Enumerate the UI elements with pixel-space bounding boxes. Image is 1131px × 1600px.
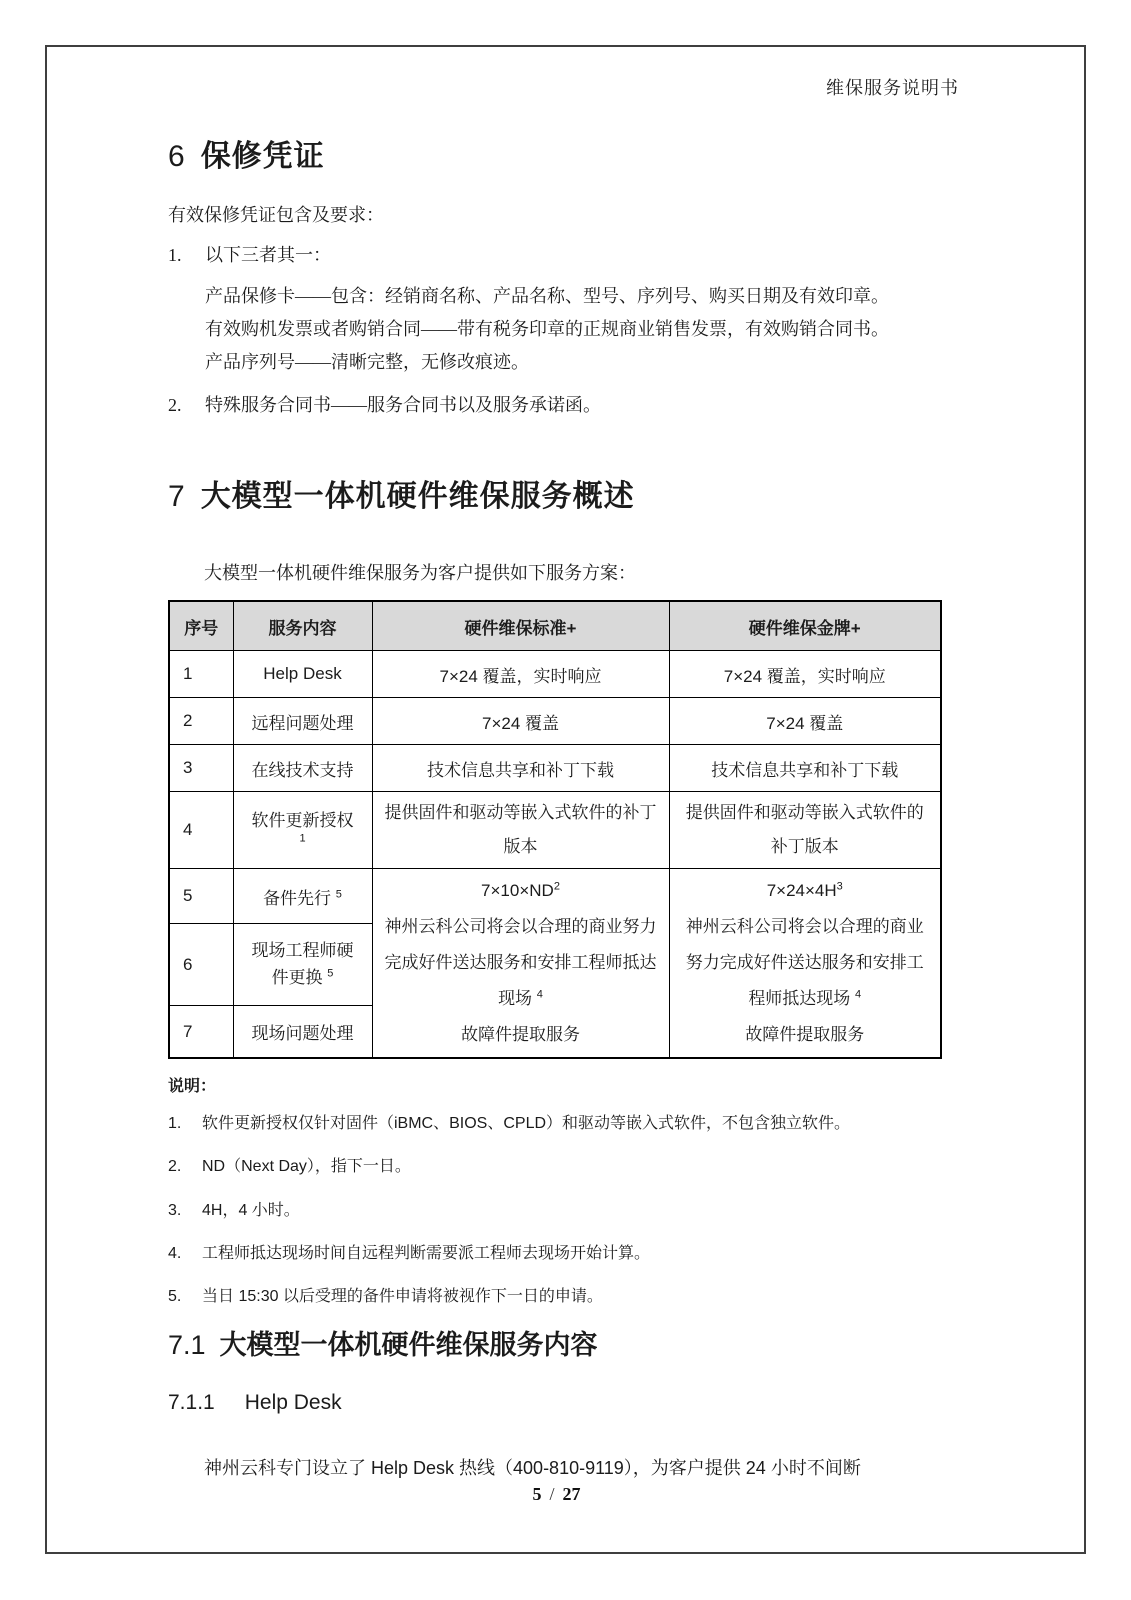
footnote-ref: 5 — [327, 966, 334, 979]
footnote-ref: 1 — [299, 832, 306, 845]
column-header-service: 服务内容 — [233, 601, 372, 651]
list-item-text: 特殊服务合同书——服务合同书以及服务承诺函。 — [205, 394, 601, 415]
section-6-title: 保修凭证 — [200, 140, 325, 173]
gold-tail: 故障件提取服务 — [745, 1025, 865, 1045]
note-number: 5. — [168, 1288, 182, 1305]
note-item — [168, 1242, 945, 1265]
column-header-standard: 硬件维保标准+ — [372, 601, 669, 651]
list-item-number: 2. — [168, 394, 182, 415]
footnote-ref: 3 — [836, 880, 843, 893]
cell-service: 在线技术支持 — [233, 745, 372, 792]
section-7-number: 7 — [168, 480, 185, 514]
cell-index: 6 — [169, 924, 233, 1006]
section-7-title: 大模型一体机硬件维保服务概述 — [200, 480, 635, 514]
proof-list — [168, 243, 945, 418]
standard-headline-text: 7×10×ND — [481, 881, 554, 901]
cell-gold: 7×24 覆盖 — [669, 698, 941, 745]
table-header-row — [169, 601, 941, 651]
section-6-number: 6 — [168, 140, 185, 173]
gold-body-text: 神州云科公司将会以合理的商业努力完成好件送达服务和安排工程师抵达现场 — [685, 917, 924, 1009]
sub-line: 产品保修卡——包含：经销商名称、产品名称、型号、序列号、购买日期及有效印章。 — [205, 285, 889, 306]
note-number: 2. — [168, 1158, 182, 1176]
helpdesk-paragraph: 神州云科专门设立了 Help Desk 热线（400-810-9119），为客户提供 24 小时不间断 — [204, 1457, 861, 1478]
section-7-intro: 大模型一体机硬件维保服务为客户提供如下服务方案： — [204, 562, 636, 583]
section-6-intro: 有效保修凭证包含及要求： — [168, 204, 384, 225]
section-7-1-1-title: Help Desk — [244, 1391, 342, 1415]
note-text: 工程师抵达现场时间自远程判断需要派工程师去现场开始计算。 — [202, 1244, 651, 1262]
list-item-text: 以下三者其一： — [205, 244, 331, 265]
cell-index: 3 — [169, 745, 233, 792]
cell-service: 远程问题处理 — [233, 698, 372, 745]
section-7-1-heading — [168, 1328, 945, 1363]
cell-standard: 技术信息共享和补丁下载 — [372, 745, 669, 792]
cell-gold: 提供固件和驱动等嵌入式软件的补丁版本 — [669, 792, 941, 869]
column-header-index: 序号 — [169, 601, 233, 651]
note-item — [168, 1112, 945, 1135]
service-plan-table — [168, 600, 942, 1060]
cell-service-text: 备件先行 — [263, 888, 332, 908]
notes-list — [168, 1112, 945, 1308]
standard-body-text: 神州云科公司将会以合理的商业努力完成好件送达服务和安排工程师抵达现场 — [384, 917, 657, 1009]
table-row — [169, 651, 941, 698]
note-item — [168, 1155, 945, 1178]
sub-line: 产品序列号——清晰完整，无修改痕迹。 — [205, 351, 529, 372]
standard-tail: 故障件提取服务 — [461, 1025, 580, 1045]
list-item — [168, 243, 945, 268]
standard-headline — [385, 873, 657, 909]
cell-index: 5 — [169, 869, 233, 924]
cell-gold: 7×24 覆盖，实时响应 — [669, 651, 941, 698]
list-item-number: 1. — [168, 244, 182, 265]
standard-body — [385, 909, 657, 1017]
cell-standard: 7×24 覆盖 — [372, 698, 669, 745]
note-number: 4. — [168, 1244, 182, 1262]
cell-service — [233, 924, 372, 1006]
note-item — [168, 1199, 945, 1222]
sub-line: 有效购机发票或者购销合同——带有税务印章的正规商业销售发票，有效购销合同书。 — [205, 318, 889, 339]
note-number: 1. — [168, 1115, 182, 1133]
cell-service — [233, 869, 372, 924]
page-content — [168, 0, 945, 1481]
gold-headline-text: 7×24×4H — [766, 881, 837, 901]
note-text: ND（Next Day），指下一日。 — [202, 1158, 411, 1176]
cell-index: 2 — [169, 698, 233, 745]
list-item — [168, 393, 945, 418]
column-header-gold: 硬件维保金牌+ — [669, 601, 941, 651]
note-number: 3. — [168, 1201, 182, 1219]
cell-service-footnote — [246, 834, 360, 853]
cell-index: 1 — [169, 651, 233, 698]
note-text: 当日 15:30 以后受理的备件申请将被视作下一日的申请。 — [202, 1288, 603, 1305]
section-7-1-1-number: 7.1.1 — [168, 1391, 215, 1415]
doc-header-title: 维保服务说明书 — [826, 78, 959, 98]
cell-index: 4 — [169, 792, 233, 869]
gold-headline — [682, 873, 929, 909]
cell-service-text: 现场工程师硬件更换 — [251, 941, 354, 987]
table-row — [169, 792, 941, 869]
section-7-1-number: 7.1 — [168, 1330, 206, 1361]
page-footer — [168, 1484, 945, 1505]
table-row — [169, 869, 941, 924]
cell-gold-merged — [669, 869, 941, 1059]
note-text: 4H，4 小时。 — [202, 1201, 300, 1219]
page-number: 5 — [532, 1484, 542, 1504]
cell-standard: 提供固件和驱动等嵌入式软件的补丁版本 — [372, 792, 669, 869]
footnote-ref: 2 — [553, 880, 560, 893]
section-7-1-1-heading — [168, 1389, 945, 1416]
proof-sub-paragraph — [205, 280, 945, 379]
note-item — [168, 1285, 945, 1308]
section-7-1-title: 大模型一体机硬件维保服务内容 — [219, 1330, 598, 1361]
cell-service-text: 软件更新授权 — [251, 810, 354, 830]
notes-label: 说明： — [168, 1078, 217, 1096]
footnote-ref: 5 — [335, 888, 342, 901]
table-row — [169, 745, 941, 792]
cell-service: 现场问题处理 — [233, 1005, 372, 1058]
cell-standard-merged — [372, 869, 669, 1059]
footnote-ref: 4 — [536, 988, 543, 1001]
cell-index: 7 — [169, 1005, 233, 1058]
cell-standard: 7×24 覆盖，实时响应 — [372, 651, 669, 698]
footnote-ref: 4 — [855, 988, 862, 1001]
cell-gold: 技术信息共享和补丁下载 — [669, 745, 941, 792]
cell-service: Help Desk — [233, 651, 372, 698]
page-total: 27 — [562, 1484, 581, 1504]
section-6-heading — [168, 138, 945, 176]
section-7-heading — [168, 478, 945, 516]
table-row — [169, 698, 941, 745]
page-number-separator: / — [549, 1484, 555, 1504]
gold-body — [682, 909, 929, 1017]
cell-service — [233, 792, 372, 869]
note-text: 软件更新授权仅针对固件（iBMC、BIOS、CPLD）和驱动等嵌入式软件，不包含独立软件。 — [202, 1115, 851, 1133]
